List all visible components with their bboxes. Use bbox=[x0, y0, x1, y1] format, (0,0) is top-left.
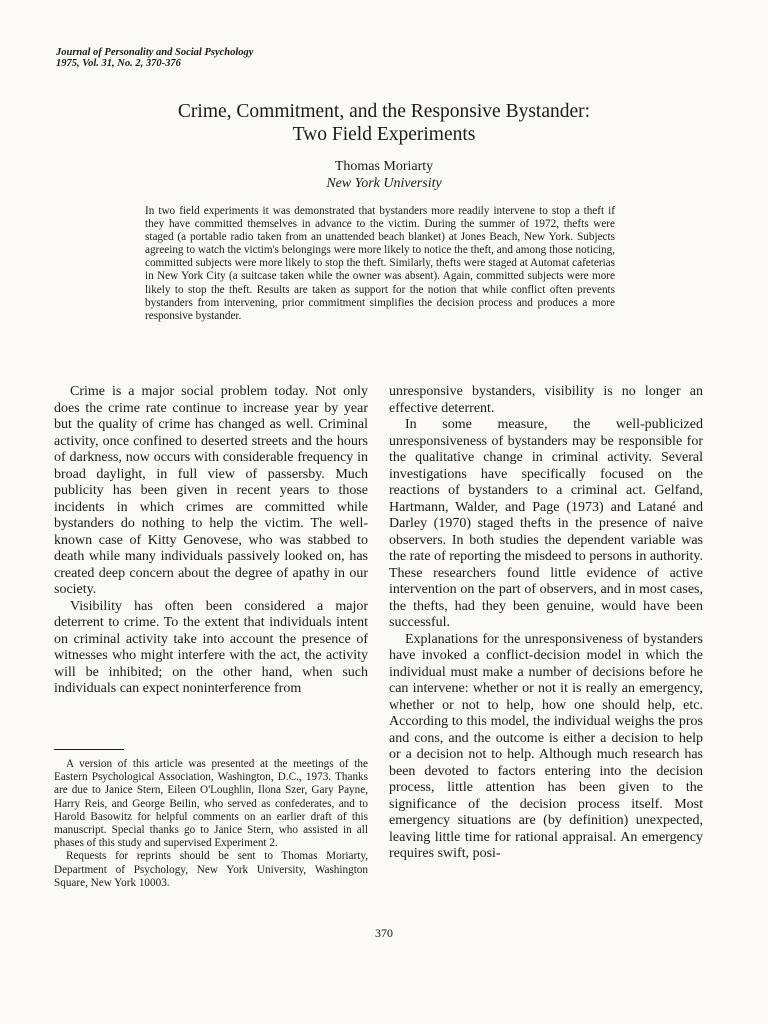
body-paragraph-continuation: unresponsive bystanders, visibility is no longer an effective deterrent. bbox=[389, 384, 703, 416]
body-paragraph: Explanations for the unresponsiveness of bystanders have invoked a conflict-decision model in which the individual must make a number of decisions before he can intervene: whether or not it is really an emergency, whether or not to help, how one should help, etc. According to this model, the individual weighs the pros and cons, and the outcome is either a decision to help or a decision not to help. Although much research has been devoted to factors entering into the decision process, little attention has been given to the significance of the decision process itself. Most emergency situations are (by definition) unexpected, leaving little time for rational appraisal. An emergency requires swift, posi- bbox=[389, 631, 703, 861]
author-affiliation: New York University bbox=[326, 176, 442, 191]
left-column bbox=[54, 384, 368, 698]
journal-name: Journal of Personality and Social Psychology bbox=[56, 47, 254, 58]
footnote: Requests for reprints should be sent to Thomas Moriarty, Department of Psychology, New York University, Washington Square, New York 10003. bbox=[54, 850, 368, 889]
title-line-2: Two Field Experiments bbox=[292, 124, 476, 145]
author-block bbox=[0, 158, 768, 192]
journal-citation: 1975, Vol. 31, No. 2, 370-376 bbox=[56, 58, 181, 69]
abstract: In two field experiments it was demonstrated that bystanders more readily intervene to stop a theft if they have committed themselves in advance to the victim. During the summer of 1972, thefts were staged (a portable radio taken from an unattended beach blanket) at Jones Beach, New York. Subjects agreeing to watch the victim's belongings were more likely to notice the theft, and among those noticing, committed subjects were more likely to stop the theft. Similarly, thefts were staged at Automat cafeterias in New York City (a suitcase taken while the owner was absent). Again, committed subjects were more likely to stop the theft. Results are taken as support for the notion that while conflict often prevents bystanders from intervening, prior commitment simplifies the decision process and produces a more responsive bystander. bbox=[145, 205, 615, 322]
page-number: 370 bbox=[375, 926, 393, 940]
body-paragraph: Crime is a major social problem today. Not only does the crime rate continue to increase year by year but the quality of crime has changed as well. Criminal activity, once confined to deserted streets and the hours of darkness, now occurs with considerable frequency in broad daylight, in full view of passersby. Much publicity has been given in recent years to those incidents in which crimes are committed while bystanders do nothing to help the victim. The well-known case of Kitty Genovese, who was stabbed to death while many individuals passively looked on, has created deep concern about the degree of apathy in our society. bbox=[54, 384, 368, 597]
body-paragraph: In some measure, the well-publicized unresponsiveness of bystanders may be responsible for the qualitative change in criminal activity. Several investigations have specifically focused on the reactions of bystanders to a criminal act. Gelfand, Hartmann, Walder, and Page (1973) and Latané and Darley (1970) staged thefts in the presence of naive observers. In both studies the dependent variable was the rate of reporting the misdeed to persons in authority. These researchers found little evidence of active intervention on the part of observers, and in most cases, the thefts, had they been genuine, would have been successful. bbox=[389, 417, 704, 630]
title-line-1: Crime, Commitment, and the Responsive Bystander: bbox=[177, 101, 591, 122]
journal-header bbox=[56, 47, 253, 69]
article-title bbox=[0, 100, 768, 146]
body-paragraph: Visibility has often been considered a major deterrent to crime. To the extent that individuals intent on criminal activity take into account the presence of witnesses who might interfere with the act, the activity will be inhibited; on the other hand, when such individuals can expect noninterference from bbox=[54, 598, 368, 696]
right-column bbox=[389, 384, 703, 863]
footnote: A version of this article was presented at the meetings of the Eastern Psychological Association, Washington, D.C., 1973. Thanks are due to Janice Stern, Eileen O'Loughlin, Ilona Szer, Gary Payne, Harry Reis, and George Beilin, who served as confederates, and to Harold Basowitz for helpful comments on an earlier draft of this manuscript. Special thanks go to Janice Stern, who assisted in all phases of this study and supervised Experiment 2. bbox=[54, 758, 368, 850]
footnotes bbox=[54, 758, 368, 890]
author-name: Thomas Moriarty bbox=[334, 159, 434, 174]
footnote-divider bbox=[54, 749, 124, 750]
